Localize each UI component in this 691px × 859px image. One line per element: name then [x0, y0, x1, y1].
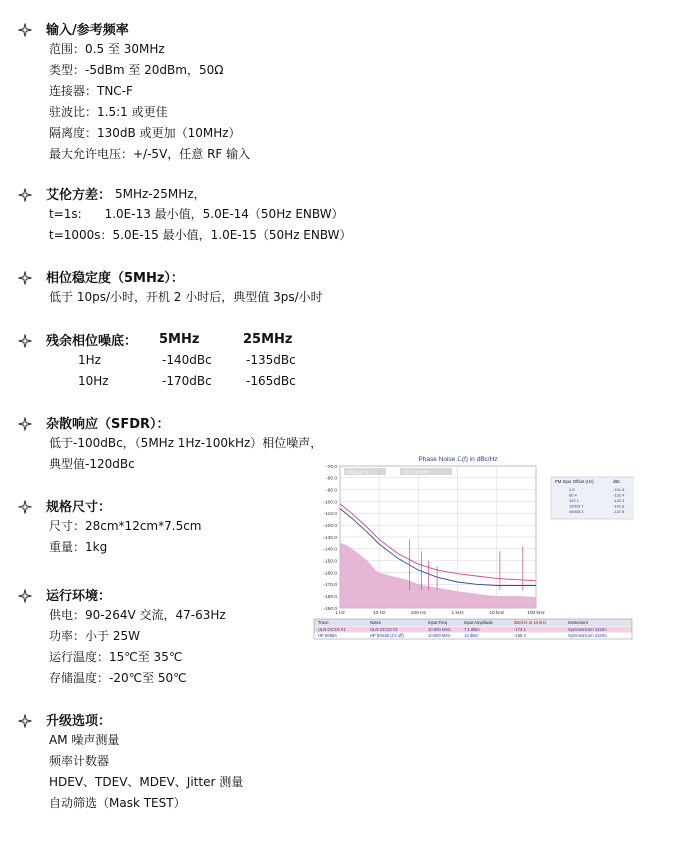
spur-table-cell: -141.8 — [613, 503, 625, 509]
section-allan-variance — [18, 183, 618, 246]
spec-line: 低于 10ps/小时，开机 2 小时后，典型值 3ps/小时 — [49, 290, 323, 304]
spur-table-cell: 1.5 — [569, 487, 575, 492]
chart-title: Phase Noise ℒ(f) in dBc/Hz — [418, 456, 498, 463]
trace-table-header: Input Freq — [428, 620, 448, 625]
spec-line: 范围：0.5 至 30MHz — [49, 42, 165, 56]
spur-table-header: PM Spur Offset (Hz) — [555, 479, 594, 484]
phase-noise-chart-svg — [312, 452, 634, 647]
section-residual-phase-noise — [18, 329, 618, 392]
trace-table-header: dBc/Hz at 10 kHz — [514, 620, 547, 625]
spec-line: 低于-100dBc，（5MHz 1Hz-100kHz）相位噪声， — [49, 436, 323, 450]
top-label: -161.3 dBc/Hz — [402, 469, 431, 475]
trace-table-cell: -172.1 — [514, 627, 526, 632]
spec-line: 尺寸：28cm*12cm*7.5cm — [49, 519, 202, 533]
section-title: 相位稳定度（5MHz）： — [46, 271, 184, 286]
trace-table-header: Trace — [318, 620, 329, 625]
spur-table-cell: -132.4 — [613, 492, 625, 498]
spur-table-cell: -101.8 — [613, 487, 625, 492]
spur-table-cell: -142.3 — [613, 498, 625, 503]
trace-table-cell: Symmetricom 3120A — [568, 633, 607, 638]
x-tick-label: 10 Hz — [372, 611, 386, 616]
section-title: 规格尺寸： — [46, 500, 112, 515]
table-cell: 10Hz — [78, 374, 109, 388]
spur-table-cell: 60.4 — [569, 492, 577, 498]
trace-table-cell: Symmetricom 3120A — [568, 627, 607, 632]
y-tick-label: -70.0 — [326, 464, 337, 470]
table-cell: -135dBc — [246, 353, 296, 367]
table-cell: 1Hz — [78, 353, 101, 367]
x-tick-label: 100 kHz — [527, 611, 545, 616]
spec-line: 典型值-120dBc — [49, 457, 135, 471]
section-title: 杂散响应（SFDR）： — [46, 417, 170, 432]
y-tick-label: -190.0 — [323, 606, 337, 612]
x-tick-label: 100 Hz — [410, 611, 427, 616]
spec-line: AM 噪声测量 — [49, 733, 120, 747]
table-cell: -165dBc — [246, 374, 296, 388]
section-title: 升级选项： — [46, 714, 112, 729]
spec-line: 运行温度：15℃至 35℃ — [49, 650, 183, 664]
trace-table-header: Input Amplitude — [464, 620, 493, 625]
table-cell: -170dBc — [162, 374, 212, 388]
spur-table-header: dBc — [613, 479, 621, 484]
phase-noise-chart — [312, 452, 634, 647]
table-cell: -140dBc — [162, 353, 212, 367]
spur-table-cell: 12003.7 — [569, 503, 584, 509]
section-title: 残余相位噪底： — [46, 334, 138, 349]
trace-table-cell: 10.000 MHz — [428, 627, 451, 632]
sparkle-bullet-icon — [18, 713, 32, 727]
trace-table-cell: HP 5065A — [318, 633, 338, 638]
spec-line: 类型：-5dBm 至 20dBm，50Ω — [49, 63, 224, 77]
spec-line: 驻波比：1.5:1 或更佳 — [49, 105, 168, 119]
spec-line: 存储温度：-20℃至 50℃ — [49, 671, 187, 685]
spur-table-cell: 122.1 — [569, 498, 580, 503]
sparkle-bullet-icon — [18, 187, 32, 201]
column-header: 5MHz — [159, 332, 200, 347]
x-tick-label: 1 kHz — [451, 611, 464, 616]
spec-line: 频率计数器 — [49, 754, 110, 768]
trace-table-cell: 7.1 dBm — [464, 627, 480, 632]
spec-line: 功率：小于 25W — [49, 629, 140, 643]
spec-line: 供电：90-264V 交流，47-63Hz — [49, 608, 226, 622]
spec-line: 最大允许电压：+/-5V，任意 RF 输入 — [49, 147, 251, 161]
trace-table-cell: -166.4 — [514, 633, 526, 638]
y-tick-label: -150.0 — [323, 559, 337, 565]
sparkle-bullet-icon — [18, 416, 32, 430]
x-tick-label: 10 kHz — [489, 611, 505, 616]
sparkle-bullet-icon — [18, 270, 32, 284]
y-tick-label: -90.0 — [326, 488, 337, 494]
spec-line: 重量：1kg — [49, 540, 108, 554]
section-title: 运行环境： — [46, 589, 112, 604]
sparkle-bullet-icon — [18, 333, 32, 347]
x-tick-label: 1 Hz — [335, 611, 345, 616]
spec-line: 自动筛选（Mask TEST） — [49, 796, 186, 810]
table-row — [49, 371, 618, 392]
trace-table-cell: HP 5061B (Cs off) — [370, 633, 404, 638]
spec-line: 隔离度：130dB 或更加（10MHz） — [49, 126, 241, 140]
column-header: 25MHz — [243, 332, 293, 347]
y-tick-label: -170.0 — [323, 583, 337, 589]
trace-table-cell: 13 dBm — [464, 633, 479, 638]
y-tick-label: -140.0 — [323, 547, 337, 553]
section-title: 输入/参考频率 — [46, 23, 129, 38]
section-upgrade-options — [18, 709, 618, 814]
y-tick-label: -130.0 — [323, 535, 337, 541]
sparkle-bullet-icon — [18, 588, 32, 602]
y-tick-label: -180.0 — [323, 594, 337, 600]
spur-table-cell: -137.8 — [613, 509, 625, 514]
spec-line: t=1000s：5.0E-15 最小值，1.0E-15（50Hz ENBW） — [49, 228, 352, 242]
section-input-reference — [18, 18, 618, 165]
spec-line: t=1s: 1.0E-13 最小值，5.0E-14（50Hz ENBW） — [49, 207, 344, 221]
trace-table-cell: ULN OCXO #1 — [318, 627, 346, 632]
section-inline-text: 5MHz-25MHz， — [115, 187, 206, 201]
trace-table-cell: ULN OCXO #2 — [370, 627, 398, 632]
y-tick-label: -110.0 — [323, 512, 337, 518]
y-tick-label: -80.0 — [326, 476, 337, 482]
section-phase-stability — [18, 266, 618, 308]
table-row — [49, 350, 618, 371]
spec-line: HDEV、TDEV、MDEV、Jitter 测量 — [49, 775, 244, 789]
trace-table-cell: 10.000 MHz — [428, 633, 451, 638]
trace-table-header: Notes — [370, 620, 381, 625]
y-tick-label: -100.0 — [323, 500, 337, 506]
top-label: 10621.2 Hz — [346, 469, 370, 475]
y-tick-label: -120.0 — [323, 523, 337, 529]
trace-table-header: Instrument — [568, 620, 588, 625]
sparkle-bullet-icon — [18, 22, 32, 36]
spec-line: 连接器：TNC-F — [49, 84, 133, 98]
y-tick-label: -160.0 — [323, 571, 337, 577]
sparkle-bullet-icon — [18, 499, 32, 513]
section-title: 艾伦方差： — [46, 188, 112, 203]
spur-table-cell: 46008.3 — [569, 509, 584, 514]
